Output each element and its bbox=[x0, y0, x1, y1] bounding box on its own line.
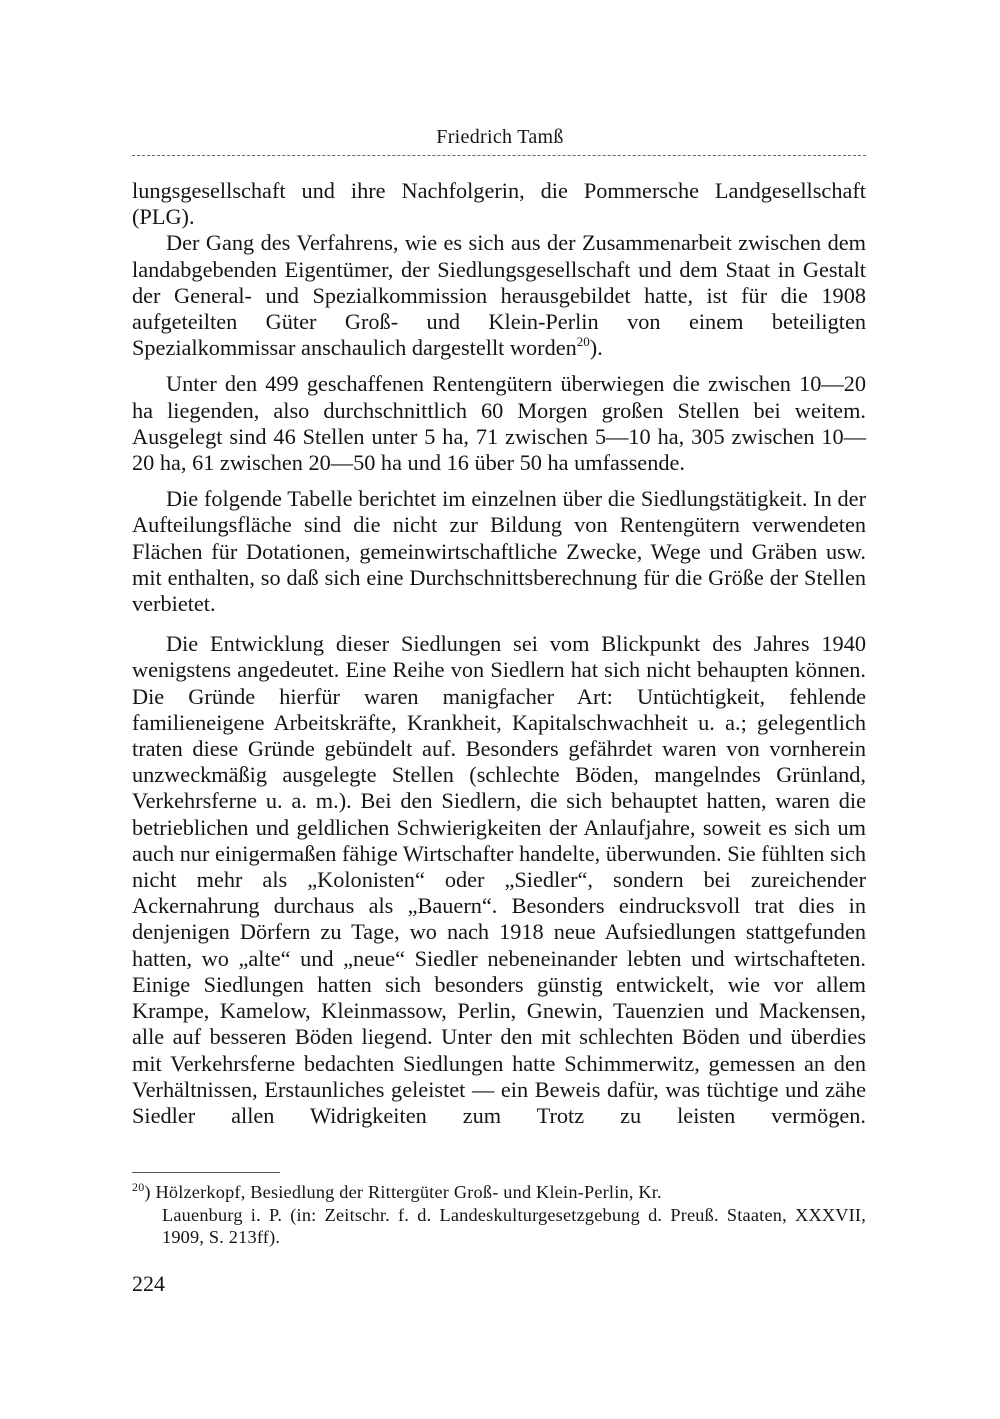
footnote-20 bbox=[132, 1181, 866, 1249]
running-head-author: Friedrich Tamß bbox=[436, 126, 564, 148]
paragraph-1: lungsgesellschaft und ihre Nachfolgerin, die Pommersche Landgesellschaft (PLG). bbox=[132, 178, 866, 230]
footnote-line-1: ) Hölzerkopf, Besiedlung der Rittergüter Groß- und Klein-Perlin, Kr. bbox=[144, 1182, 662, 1202]
paragraph-2-text: Der Gang des Verfahrens, wie es sich aus der Zusammenarbeit zwischen dem landabgebenden Eigentümer, der Siedlungsgesellschaft und dem Staat in Gestalt der General- und Spezialkommission herausgebildet hatte, ist für die 1908 aufgeteilten Güter Groß- und Klein-Perlin von einem beteiligten Spezialkommissar anschaulich dargestellt worden bbox=[132, 230, 866, 361]
footnote-mark: 20 bbox=[132, 1180, 145, 1194]
header-rule bbox=[132, 155, 866, 156]
main-text bbox=[132, 178, 866, 1129]
paragraph-3: Unter den 499 geschaffenen Rentengütern überwiegen die zwischen 10—20 ha liegenden, also durchschnittlich 60 Morgen großen Stellen bei weitem. Ausgelegt sind 46 Stellen unter 5 ha, 71 zwischen 5—10 ha, 305 zwischen 10—20 ha, 61 zwischen 20—50 ha und 16 über 50 ha umfassende. bbox=[132, 371, 866, 476]
footnote-rule bbox=[132, 1172, 280, 1173]
footnote-reference-20: 20 bbox=[576, 334, 590, 350]
paragraph-2 bbox=[132, 230, 866, 361]
paragraph-2-end: ). bbox=[589, 335, 603, 361]
footnote-continuation: Lauenburg i. P. (in: Zeitschr. f. d. Landeskulturgesetzgebung d. Preuß. Staaten, XXXVII, 1909, S. 213ff). bbox=[162, 1204, 866, 1247]
paragraph-4: Die folgende Tabelle berichtet im einzelnen über die Siedlungstätigkeit. In der Aufteilungsfläche sind die nicht zur Bildung von Rentengütern verwendeten Flächen für Dotationen, gemeinwirtschaftliche Zwecke, Wege und Gräben usw. mit enthalten, so daß sich eine Durchschnittsberechnung für die Größe der Stellen verbietet. bbox=[132, 486, 866, 617]
page-number: 224 bbox=[132, 1271, 165, 1296]
paragraph-5: Die Entwicklung dieser Siedlungen sei vom Blickpunkt des Jahres 1940 wenigstens angedeutet. Eine Reihe von Siedlern hat sich nicht behaupten können. Die Gründe hierfür waren manigfacher Art: Untüchtigkeit, fehlende familieneigene Arbeitskräfte, Krankheit, Kapitalschwachheit u. a.; gelegentlich traten diese Gründe gebündelt auf. Besonders gefährdet waren von vornherein unzweckmäßig ausgelegte Stellen (schlechte Böden, mangelndes Grünland, Verkehrsferne u. a. m.). Bei den Siedlern, die sich behauptet hatten, waren die betrieblichen und geldlichen Schwierigkeiten der Anlaufjahre, soweit es sich um auch nur einigermaßen fähige Wirtschafter handelte, überwunden. Sie fühlten sich nicht mehr als „Kolonisten“ oder „Siedler“, sondern bei zureichender Ackernahrung durchaus als „Bauern“. Besonders eindrucksvoll trat dies in denjenigen Dörfern zu Tage, wo nach 1918 neue Aufsiedlungen stattgefunden hatten, wo „alte“ und „neue“ Siedler nebeneinander lebten und wirtschafteten. Einige Siedlungen hatten sich besonders günstig entwickelt, wie vor allem Krampe, Kamelow, Kleinmassow, Perlin, Gnewin, Tauenzien und Mackensen, alle auf besseren Böden liegend. Unter den mit schlechten Böden und überdies mit Verkehrsferne bedachten Siedlungen hatte Schimmerwitz, gemessen an den Verhältnissen, Erstaunliches geleistet — ein Beweis dafür, was tüchtige und zähe Siedler allen Widrigkeiten zum Trotz zu leisten vermögen. bbox=[132, 631, 866, 1128]
